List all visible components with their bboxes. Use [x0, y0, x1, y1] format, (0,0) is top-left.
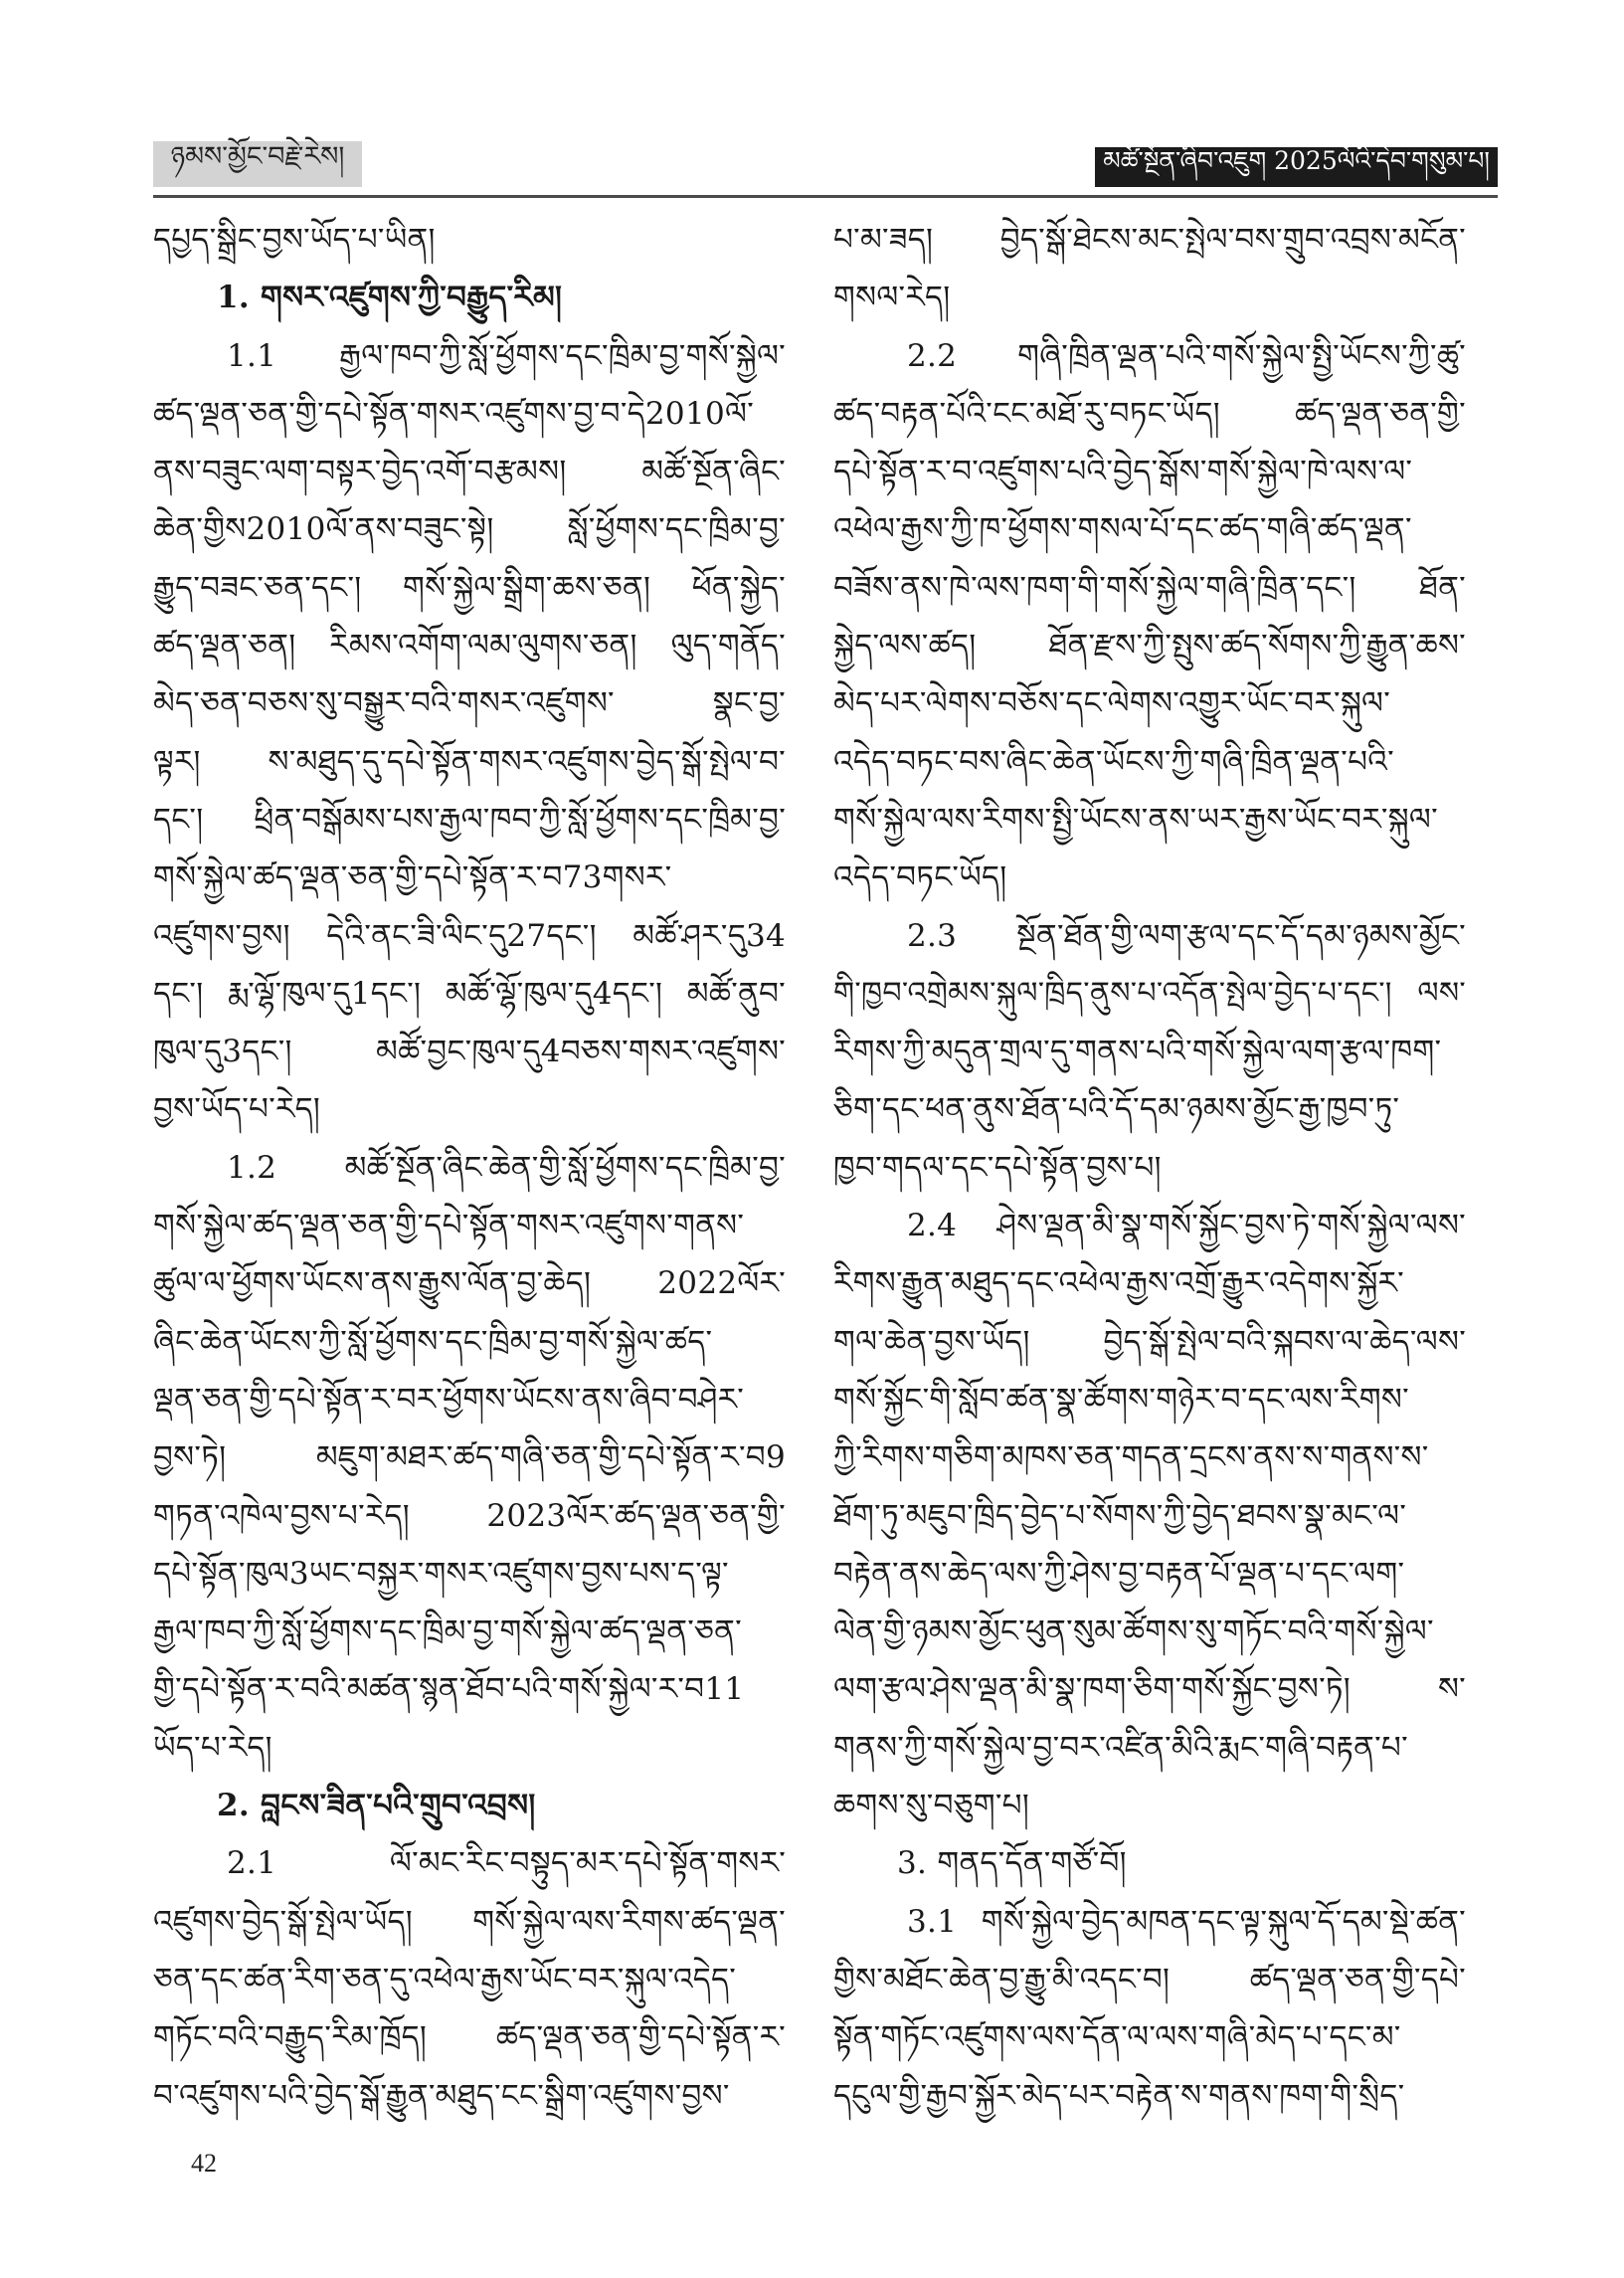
text-line: ཚད་ལྡན་ཅན། རིམས་འགོག་ལམ་ལུགས་ཅན། ལུད་གནོད་ [153, 628, 786, 664]
text-line: འཛུགས་བྱེད་སྒོ་སྤེལ་ཡོད། གསོ་སྐྱེལ་ལས་རིགས་ཚད་ལྡན་ [153, 1903, 786, 1940]
text-line: རྒྱུད་བཟང་ཅན་དང་། གསོ་སྐྱེལ་སྒྲིག་ཆས་ཅན། ཕོན་སྐྱེད་ [153, 569, 786, 606]
text-line: སྟོན་གཏོང་འཛུགས་ལས་དོན་ལ་ལས་གཞི་མེད་པ་དང་མ་ [833, 2019, 1401, 2056]
text-line: དཔེ་སྟོན་ར་བ་འཛུགས་པའི་བྱེད་སྒོས་གསོ་སྐྱེལ་ཁེ་ལས་ལ་ [833, 454, 1413, 490]
text-line: གཏོང་བའི་བརྒྱུད་རིམ་ཁྲོད། ཚད་ལྡན་ཅན་གྱི་དཔེ་སྟོན་ར་ [153, 2019, 786, 2056]
text-line: གནས་ཀྱི་གསོ་སྐྱེལ་བྱ་བར་འཛིན་མིའི་རྨང་གཞི་བརྟན་པ་ [833, 1729, 1408, 1766]
text-line: འདེད་བཏང་བས་ཞིང་ཆེན་ཡོངས་ཀྱི་གཞི་ཁྲིན་ལྡན་པའི་ [833, 743, 1394, 780]
text-line: ཆེན་གྱིས2010ལོ་ནས་བཟུང་སྟེ། སློ་ཕྱོགས་དང་ཁྲིམ་བྱ་ [153, 511, 786, 548]
text-line: གལ་ཆེན་བྱས་ཡོད། བྱེད་སྒོ་སྤེལ་བའི་སྐབས་ལ་ཆེད་ལས་ [833, 1323, 1466, 1360]
text-line: བརྟེན་ནས་ཆེད་ལས་ཀྱི་ཤེས་བྱ་བརྟན་པོ་ལྡན་པ་དང་ལག་ [833, 1555, 1405, 1592]
paragraph-start-line: 2.2 གཞི་ཁྲིན་ལྡན་པའི་གསོ་སྐྱེལ་སྤྱི་ཡོངས་ཀྱི་ཚུ་ [907, 337, 1466, 374]
text-line: ཚུལ་ལ་ཕྱོགས་ཡོངས་ནས་རྒྱུས་ལོན་བྱ་ཆེད། 2022ལོར་ [153, 1265, 786, 1302]
text-line: རིགས་རྒྱུན་མཐུད་དང་འཕེལ་རྒྱས་འགྲོ་རྒྱུར་འདེགས་སྐྱོར་ [833, 1265, 1404, 1302]
text-line: ཁྱབ་གདལ་དང་དཔེ་སྟོན་བྱས་པ། [833, 1149, 1162, 1186]
text-line: ཚད་བརྟན་པོའི་ངང་མཐོ་རུ་བཏང་ཡོད། ཚད་ལྡན་ཅན་གྱི་ [833, 395, 1466, 432]
text-line: ཅིག་དང་ཕན་ནུས་ཐོན་པའི་དོ་དམ་ཉམས་མྱོང་རྒྱ་ཁྱབ་ཏུ་ [833, 1091, 1400, 1128]
right-column [833, 211, 1466, 2125]
text-line: མེད་ཅན་བཅས་སུ་བསྒྱུར་བའི་གསར་འཛུགས་ སྣང་བྱ་ [153, 685, 786, 722]
paragraph-start-line: 2.1 ལོ་མང་རིང་བསྟུད་མར་དཔེ་སྟོན་གསར་ [227, 1845, 786, 1882]
text-line: གི་ཁྱབ་འགྲེམས་སྐུལ་ཁྲིད་ནུས་པ་འདོན་སྤེལ་བྱེད་པ་དང་། ལས་ [833, 975, 1466, 1011]
text-line: སྐྱེད་ལས་ཚད། ཐོན་རྫས་ཀྱི་སྤུས་ཚད་སོགས་ཀྱི་རྒྱུན་ཆས་ [833, 628, 1466, 664]
text-line: དང་། རྨ་ལྷོ་ཁུལ་དུ1དང་། མཚོ་ལྷོ་ཁུལ་དུ4དང་། མཚོ་ནུབ་ [153, 975, 786, 1012]
page-number: 42 [191, 2149, 217, 2178]
text-line: གསོ་སྐྱོང་གི་སློབ་ཚན་སྣ་ཚོགས་གཉེར་བ་དང་ལས་རིགས་ [833, 1381, 1409, 1418]
text-line: ཡོད་པ་རེད། [153, 1729, 272, 1766]
text-line: ལྡན་ཅན་གྱི་དཔེ་སྟོན་ར་བར་ཕྱོགས་ཡོངས་ནས་ཞིབ་བཤེར་ [153, 1381, 745, 1418]
header-rule [153, 195, 1498, 198]
text-line: ལྟར། ས་མཐུད་དུ་དཔེ་སྟོན་གསར་འཛུགས་བྱེད་སྒོ་སྤེལ་བ་ [153, 743, 786, 780]
text-line: རིགས་ཀྱི་མདུན་གྲལ་དུ་གནས་པའི་གསོ་སྐྱེལ་ལག་རྩལ་ཁག་ [833, 1034, 1442, 1070]
text-line: འཛུགས་བྱས། དེའི་ནང་ཟི་ལིང་དུ27དང་། མཚོ་ཤར་དུ34 [153, 917, 786, 954]
text-line: ལེན་གྱི་ཉམས་མྱོང་ཕུན་སུམ་ཚོགས་སུ་གཏོང་བའི་གསོ་སྐྱེལ་ [833, 1614, 1434, 1650]
section-heading: 3. གནད་དོན་གཙོ་བོ། [897, 1845, 1127, 1882]
text-line: འཕེལ་རྒྱས་ཀྱི་ཁ་ཕྱོགས་གསལ་པོ་དང་ཚད་གཞི་ཚད་ལྡན་ [833, 511, 1412, 548]
left-column [153, 211, 786, 2125]
section-heading: 2. བླངས་ཟིན་པའི་གྲུབ་འབྲས། [217, 1788, 536, 1824]
text-line: གསོ་སྐྱེལ་ཚད་ལྡན་ཅན་གྱི་དཔེ་སྟོན་གསར་འཛུགས་གནས་ [153, 1208, 745, 1244]
text-line: ཆགས་སུ་བཅུག་པ། [833, 1788, 1030, 1824]
section-title: ཉམས་མྱོང་བརྗེ་རེས། [170, 141, 345, 172]
text-line: ལག་རྩལ་ཤེས་ལྡན་མི་སྣ་ཁག་ཅིག་གསོ་སྐྱོང་བྱས་ཏེ། ས་ [833, 1671, 1466, 1708]
text-line: གྱིས་མཐོང་ཆེན་བྱ་རྒྱུ་མི་འདང་བ། ཚད་ལྡན་ཅན་གྱི་དཔེ་ [833, 1961, 1466, 1997]
text-line: དཔེ་སྟོན་ཁུལ3ཡང་བསྐྱར་གསར་འཛུགས་བྱས་པས་ད་ལྟ་ [153, 1555, 729, 1592]
section-heading: 1. གསར་འཛུགས་ཀྱི་བརྒྱུད་རིམ། [217, 280, 563, 316]
text-line: ནས་བཟུང་ལག་བསྟར་བྱེད་འགོ་བརྩམས། མཚོ་སྔོན་ཞིང་ [153, 454, 786, 490]
paragraph-start-line: 1.2 མཚོ་སྔོན་ཞིང་ཆེན་གྱི་སློ་ཕྱོགས་དང་ཁྲིམ་བྱ་ [227, 1149, 786, 1186]
text-line: ཞིང་ཆེན་ཡོངས་ཀྱི་སློ་ཕྱོགས་དང་ཁྲིམ་བྱ་གསོ་སྐྱེལ་ཚད་ [153, 1323, 713, 1360]
text-line: གསོ་སྐྱེལ་ལས་རིགས་སྤྱི་ཡོངས་ནས་ཡར་རྒྱས་ཡོང་བར་སྐུལ་ [833, 801, 1438, 838]
text-line: པ་མ་ཟད། བྱེད་སྒོ་ཐེངས་མང་སྤེལ་བས་གྲུབ་འབྲས་མངོན་ [833, 222, 1466, 258]
journal-title: མཚོ་སྔོན་ཞིབ་འཇུག 2025ལོའི་དེབ་གསུམ་པ། [1103, 145, 1490, 175]
text-line: དཔྱད་སྒྲིང་བྱས་ཡོད་པ་ཡིན། [153, 222, 436, 258]
text-line: དང་། ཕྲིན་བསྒོམས་པས་རྒྱལ་ཁབ་ཀྱི་སློ་ཕྱོགས་དང་ཁྲིམ་བྱ་ [153, 801, 786, 838]
text-line: བ་འཛུགས་པའི་བྱེད་སྒོ་རྒྱུན་མཐུད་ངང་སྒྲིག་འཛུགས་བྱས་ [153, 2077, 730, 2114]
text-line: མེད་པར་ལེགས་བཅོས་དང་ལེགས་འགྱུར་ཡོང་བར་སྐུལ་ [833, 685, 1391, 722]
text-line: ཚད་ལྡན་ཅན་གྱི་དཔེ་སྟོན་གསར་འཛུགས་བྱ་བ་དེ2010ལོ་ [153, 395, 755, 432]
paragraph-start-line: 2.4 ཤེས་ལྡན་མི་སྣ་གསོ་སྐྱོང་བྱས་ཏེ་གསོ་སྐྱེལ་ལས་ [907, 1208, 1466, 1244]
text-line: གྱི་དཔེ་སྟོན་ར་བའི་མཚན་སྙན་ཐོབ་པའི་གསོ་སྐྱེལ་ར་བ11 [153, 1671, 745, 1708]
paragraph-start-line: 3.1 གསོ་སྐྱེལ་བྱེད་མཁན་དང་ལྟ་སྐུལ་དོ་དམ་སྡེ་ཚན་ [907, 1903, 1466, 1940]
text-line: གསལ་རེད། [833, 280, 951, 316]
text-line: ཅན་དང་ཚན་རིག་ཅན་དུ་འཕེལ་རྒྱས་ཡོང་བར་སྐུལ་འདེད་ [153, 1961, 737, 1997]
text-line: འདེད་བཏང་ཡོད། [833, 859, 1007, 896]
section-header-box [153, 141, 362, 187]
text-line: གསོ་སྐྱེལ་ཚད་ལྡན་ཅན་གྱི་དཔེ་སྟོན་ར་བ73གསར་ [153, 859, 672, 896]
text-line: བྱས་ཡོད་པ་རེད། [153, 1091, 321, 1128]
text-line: ཀྱི་རིགས་གཅིག་མཁས་ཅན་གདན་དྲངས་ནས་ས་གནས་ས་ [833, 1439, 1429, 1476]
text-line: བྱས་ཏེ། མཇུག་མཐར་ཚད་གཞི་ཅན་གྱི་དཔེ་སྟོན་ར་བ9 [153, 1439, 786, 1476]
journal-header-box [1095, 147, 1498, 187]
text-line: དངུལ་གྱི་རྒྱབ་སྐྱོར་མེད་པར་བརྟེན་ས་གནས་ཁག་གི་སྲིད་ [833, 2077, 1405, 2114]
paragraph-start-line: 2.3 སྔོན་ཐོན་གྱི་ལག་རྩལ་དང་དོ་དམ་ཉམས་མྱོང་ [907, 917, 1466, 954]
paragraph-start-line: 1.1 རྒྱལ་ཁབ་ཀྱི་སློ་ཕྱོགས་དང་ཁྲིམ་བྱ་གསོ་སྐྱེལ་ [227, 337, 786, 374]
text-line: ཁུལ་དུ3དང་། མཚོ་བྱང་ཁུལ་དུ4བཅས་གསར་འཛུགས་ [153, 1034, 786, 1070]
text-line: ཐོག་ཏུ་མཇུབ་ཁྲིད་བྱེད་པ་སོགས་ཀྱི་བྱེད་ཐབས་སྣ་མང་ལ་ [833, 1497, 1407, 1534]
text-line: བཟོས་ནས་ཁེ་ལས་ཁག་གི་གསོ་སྐྱེལ་གཞི་ཁྲིན་དང་། ཐོན་ [833, 569, 1466, 606]
text-line: གཏན་འཁེལ་བྱས་པ་རེད། 2023ལོར་ཚད་ལྡན་ཅན་གྱི་ [153, 1497, 786, 1534]
text-line: རྒྱལ་ཁབ་ཀྱི་སློ་ཕྱོགས་དང་ཁྲིམ་བྱ་གསོ་སྐྱེལ་ཚད་ལྡན་ཅན་ [153, 1614, 742, 1650]
